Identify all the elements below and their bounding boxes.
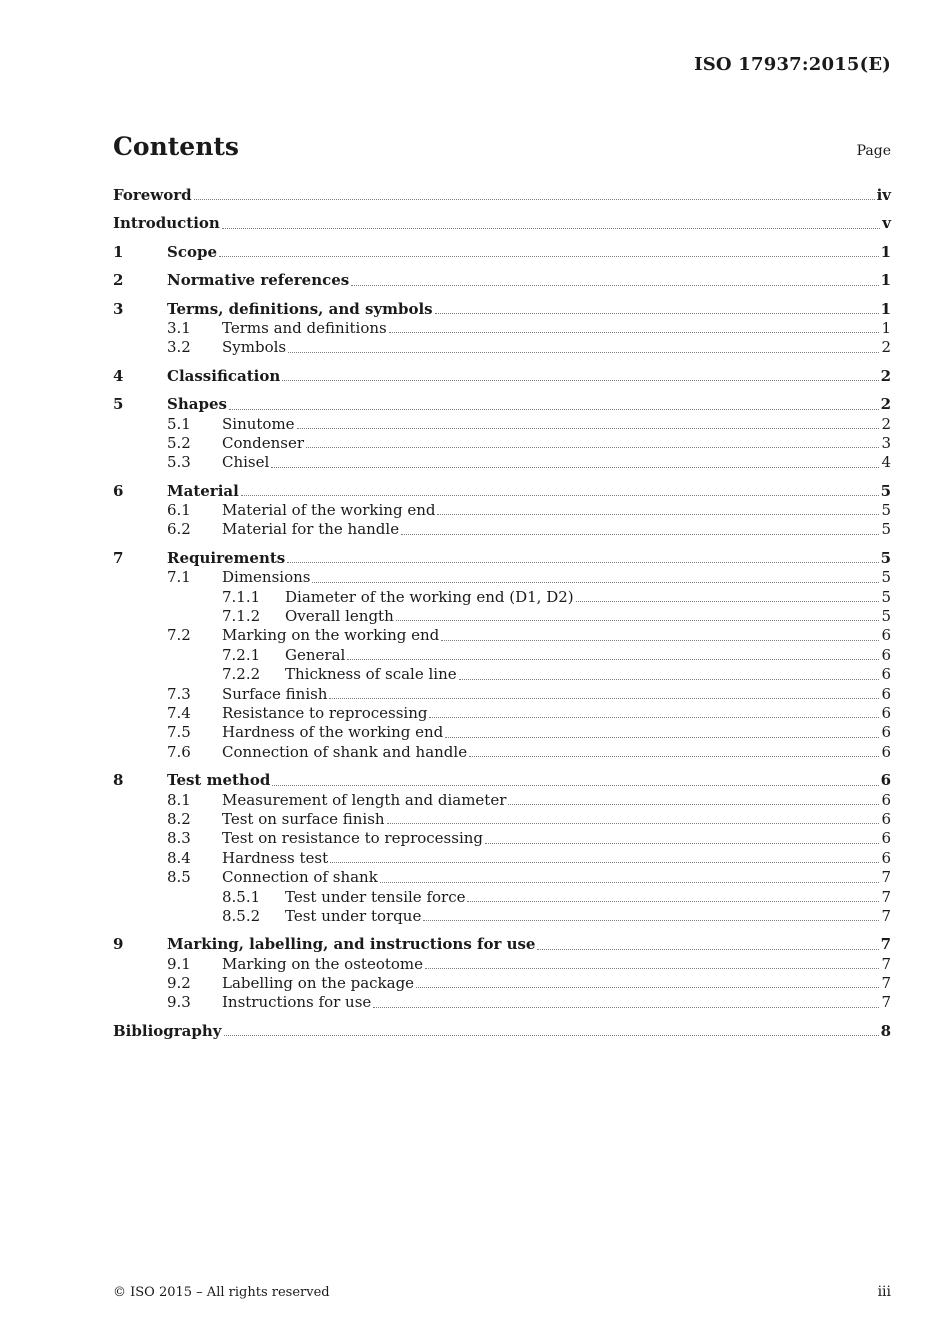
toc-entry-title: Test on surface finish	[222, 809, 385, 828]
toc-entry[interactable]	[113, 415, 891, 434]
toc-entry-title: Chisel	[222, 453, 270, 472]
dot-leader	[416, 986, 879, 988]
dot-leader	[351, 284, 878, 286]
toc-entry[interactable]	[113, 319, 891, 338]
dot-leader	[401, 533, 879, 535]
toc-entry-title: Test on resistance to reprocessing	[222, 829, 483, 848]
toc-entry[interactable]	[113, 723, 891, 742]
toc-entry-number: 9.1	[167, 954, 191, 973]
dot-leader	[537, 948, 878, 950]
dot-leader	[312, 581, 879, 583]
toc-entry[interactable]	[113, 993, 891, 1012]
toc-entry-page: 6	[881, 829, 891, 848]
toc-entry-page: 6	[881, 626, 891, 645]
toc-entry-number: 9	[113, 935, 124, 954]
toc-entry-page: 6	[881, 742, 891, 761]
toc-entry-page: 1	[880, 299, 891, 318]
toc-entry-title: Instructions for use	[222, 993, 372, 1012]
dot-leader	[425, 967, 879, 969]
page-title: Contents	[113, 132, 240, 161]
toc-entry-title: Surface finish	[222, 684, 328, 703]
toc-entry-title: Test method	[167, 771, 271, 790]
toc-entry-number: 9.2	[167, 974, 191, 993]
toc-entry-page: 5	[881, 587, 891, 606]
dot-leader	[330, 861, 879, 863]
toc-entry-page: 4	[881, 453, 891, 472]
toc-entry-number: 8.5.2	[222, 906, 261, 925]
toc-entry-number: 5	[113, 395, 124, 414]
toc-entry-title: Connection of shank and handle	[222, 742, 468, 761]
toc-entry[interactable]	[113, 520, 891, 539]
toc-entry-number: 7.1.1	[222, 587, 261, 606]
toc-entry-number: 5.3	[167, 453, 191, 472]
dot-leader	[271, 466, 879, 468]
toc-entry-number: 5.1	[167, 414, 191, 433]
toc-entry-number: 6	[113, 481, 124, 500]
toc-entry-title: Scope	[167, 242, 218, 261]
toc-entry-number: 7.1	[167, 568, 191, 587]
dot-leader	[224, 1034, 879, 1036]
toc-entry-number: 7.3	[167, 684, 191, 703]
toc-entry-page: 7	[880, 935, 891, 954]
toc-entry[interactable]	[113, 588, 891, 607]
toc-entry[interactable]	[113, 868, 891, 887]
dot-leader	[469, 755, 879, 757]
toc-entry-number: 8.5	[167, 868, 191, 887]
toc-entry[interactable]	[113, 607, 891, 626]
toc-entry-number: 2	[113, 271, 124, 290]
toc-entry-page: 5	[881, 501, 891, 520]
toc-entry-number: 7	[113, 548, 124, 567]
toc-entry[interactable]	[113, 549, 891, 568]
toc-entry[interactable]	[113, 771, 891, 790]
toc-entry-title: Material	[167, 481, 239, 500]
dot-leader	[387, 822, 880, 824]
toc-entry-title: Material for the handle	[222, 520, 400, 539]
toc-entry-page: 2	[881, 414, 891, 433]
toc-entry-page: 1	[881, 318, 891, 337]
toc-entry[interactable]	[113, 685, 891, 704]
dot-leader	[380, 881, 880, 883]
toc-entry[interactable]	[113, 665, 891, 684]
toc-entry-page: 3	[881, 433, 891, 452]
toc-entry-number: 3.2	[167, 338, 191, 357]
toc-entry-title: Thickness of scale line	[285, 665, 457, 684]
toc-entry[interactable]	[113, 271, 891, 290]
toc-entry-number: 7.6	[167, 742, 191, 761]
toc-entry-title: Test under torque	[285, 906, 422, 925]
toc-entry-title: Test under tensile force	[285, 887, 466, 906]
dot-leader	[429, 716, 879, 718]
dot-leader	[272, 784, 878, 786]
toc-entry-page: 1	[880, 242, 891, 261]
toc-entry-page: 6	[881, 645, 891, 664]
dot-leader	[282, 379, 878, 381]
document-reference: ISO 17937:2015(E)	[694, 54, 891, 75]
toc-entry-page: 2	[880, 395, 891, 414]
toc-entry-title: Shapes	[167, 395, 227, 414]
toc-entry-number: 7.5	[167, 723, 191, 742]
toc-entry-title: Hardness of the working end	[222, 723, 444, 742]
dot-leader	[423, 919, 879, 921]
dot-leader	[576, 600, 880, 602]
toc-entry-title: Resistance to reprocessing	[222, 703, 428, 722]
toc-entry-title: Overall length	[285, 607, 394, 626]
toc-entry[interactable]	[113, 1022, 891, 1041]
toc-entry-number: 9.3	[167, 993, 191, 1012]
toc-entry[interactable]	[113, 453, 891, 472]
toc-entry-title: Symbols	[222, 338, 287, 357]
toc-entry-page: 5	[881, 607, 891, 626]
toc-entry-page: 7	[881, 887, 891, 906]
toc-entry-number: 6.2	[167, 520, 191, 539]
page-number: iii	[877, 1284, 891, 1300]
table-of-contents	[113, 186, 891, 1041]
toc-entry-number: 8.1	[167, 790, 191, 809]
dot-leader	[441, 639, 879, 641]
dot-leader	[329, 697, 879, 699]
dot-leader	[347, 658, 879, 660]
toc-entry-number: 4	[113, 366, 124, 385]
dot-leader	[389, 331, 880, 333]
toc-entry-number: 1	[113, 242, 124, 261]
toc-entry[interactable]	[113, 626, 891, 645]
toc-entry-title: Marking on the working end	[222, 626, 440, 645]
toc-entry-title: Normative references	[167, 271, 350, 290]
copyright-notice: © ISO 2015 – All rights reserved	[113, 1285, 330, 1300]
dot-leader	[287, 561, 878, 563]
toc-entry-page: 7	[881, 868, 891, 887]
toc-entry-title: General	[285, 645, 346, 664]
toc-entry[interactable]	[113, 829, 891, 848]
dot-leader	[241, 494, 879, 496]
dot-leader	[437, 513, 879, 515]
toc-entry-page: v	[882, 214, 891, 233]
toc-entry-page: 8	[880, 1021, 891, 1040]
toc-entry-title: Bibliography	[113, 1021, 222, 1040]
page-column-label: Page	[856, 143, 891, 159]
toc-entry-number: 7.2	[167, 626, 191, 645]
toc-entry-number: 3.1	[167, 318, 191, 337]
toc-entry[interactable]	[113, 791, 891, 810]
toc-entry-page: 6	[881, 848, 891, 867]
toc-entry-title: Measurement of length and diameter	[222, 790, 507, 809]
toc-entry-page: 5	[880, 548, 891, 567]
dot-leader	[396, 619, 880, 621]
toc-entry[interactable]	[113, 214, 891, 233]
dot-leader	[467, 900, 879, 902]
toc-entry-title: Sinutome	[222, 414, 295, 433]
toc-entry[interactable]	[113, 888, 891, 907]
dot-leader	[288, 351, 879, 353]
toc-entry-page: 2	[880, 366, 891, 385]
toc-entry-title: Introduction	[113, 214, 220, 233]
toc-entry-title: Dimensions	[222, 568, 311, 587]
toc-entry[interactable]	[113, 568, 891, 587]
toc-entry[interactable]	[113, 743, 891, 762]
toc-entry-page: 5	[881, 568, 891, 587]
toc-entry-page: 7	[881, 906, 891, 925]
dot-leader	[435, 312, 879, 314]
toc-entry[interactable]	[113, 186, 891, 205]
toc-entry[interactable]	[113, 482, 891, 501]
toc-entry[interactable]	[113, 338, 891, 357]
toc-entry-number: 8	[113, 771, 124, 790]
toc-entry-title: Hardness test	[222, 848, 329, 867]
dot-leader	[229, 408, 879, 410]
dot-leader	[219, 255, 879, 257]
dot-leader	[485, 842, 879, 844]
toc-entry[interactable]	[113, 646, 891, 665]
toc-entry-page: 5	[880, 481, 891, 500]
toc-entry-page: 2	[881, 338, 891, 357]
toc-entry[interactable]	[113, 955, 891, 974]
toc-entry-title: Labelling on the package	[222, 974, 415, 993]
toc-entry-page: 7	[881, 993, 891, 1012]
toc-entry-page: 6	[880, 771, 891, 790]
toc-entry-page: 6	[881, 684, 891, 703]
toc-entry-title: Connection of shank	[222, 868, 378, 887]
toc-entry-number: 6.1	[167, 501, 191, 520]
toc-entry[interactable]	[113, 300, 891, 319]
toc-entry-title: Diameter of the working end (D1, D2)	[285, 587, 574, 606]
toc-entry-number: 7.1.2	[222, 607, 261, 626]
toc-entry[interactable]	[113, 907, 891, 926]
toc-entry-title: Terms, definitions, and symbols	[167, 299, 433, 318]
toc-entry-number: 8.3	[167, 829, 191, 848]
toc-entry-page: 7	[881, 954, 891, 973]
toc-entry-title: Requirements	[167, 548, 286, 567]
toc-entry-title: Material of the working end	[222, 501, 436, 520]
dot-leader	[445, 736, 879, 738]
toc-entry-title: Marking on the osteotome	[222, 954, 424, 973]
dot-leader	[297, 427, 880, 429]
toc-entry[interactable]	[113, 367, 891, 386]
toc-entry[interactable]	[113, 810, 891, 829]
dot-leader	[373, 1006, 879, 1008]
toc-entry-number: 3	[113, 299, 124, 318]
toc-entry-number: 5.2	[167, 433, 191, 452]
toc-entry-number: 7.2.1	[222, 645, 261, 664]
toc-entry-page: 6	[881, 809, 891, 828]
toc-entry[interactable]	[113, 704, 891, 723]
toc-entry[interactable]	[113, 395, 891, 414]
toc-entry-number: 8.4	[167, 848, 191, 867]
toc-entry-page: 6	[881, 665, 891, 684]
dot-leader	[459, 678, 880, 680]
dot-leader	[222, 227, 880, 229]
toc-entry[interactable]	[113, 974, 891, 993]
toc-entry[interactable]	[113, 935, 891, 954]
dot-leader	[306, 446, 879, 448]
toc-entry-title: Marking, labelling, and instructions for use	[167, 935, 536, 954]
toc-entry-title: Condenser	[222, 433, 305, 452]
toc-entry-page: 7	[881, 974, 891, 993]
toc-entry-page: 5	[881, 520, 891, 539]
toc-entry-page: 6	[881, 790, 891, 809]
toc-entry[interactable]	[113, 849, 891, 868]
toc-entry-number: 7.2.2	[222, 665, 261, 684]
toc-entry-title: Terms and definitions	[222, 318, 387, 337]
toc-entry-title: Foreword	[113, 186, 192, 204]
toc-entry-number: 8.5.1	[222, 887, 261, 906]
toc-entry-page: iv	[876, 186, 891, 204]
toc-entry-title: Classification	[167, 366, 281, 385]
toc-entry[interactable]	[113, 434, 891, 453]
toc-entry[interactable]	[113, 243, 891, 262]
toc-entry[interactable]	[113, 501, 891, 520]
toc-entry-number: 8.2	[167, 809, 191, 828]
toc-entry-page: 1	[880, 271, 891, 290]
toc-entry-page: 6	[881, 723, 891, 742]
dot-leader	[508, 803, 879, 805]
dot-leader	[194, 198, 875, 200]
toc-entry-number: 7.4	[167, 703, 191, 722]
toc-entry-page: 6	[881, 703, 891, 722]
